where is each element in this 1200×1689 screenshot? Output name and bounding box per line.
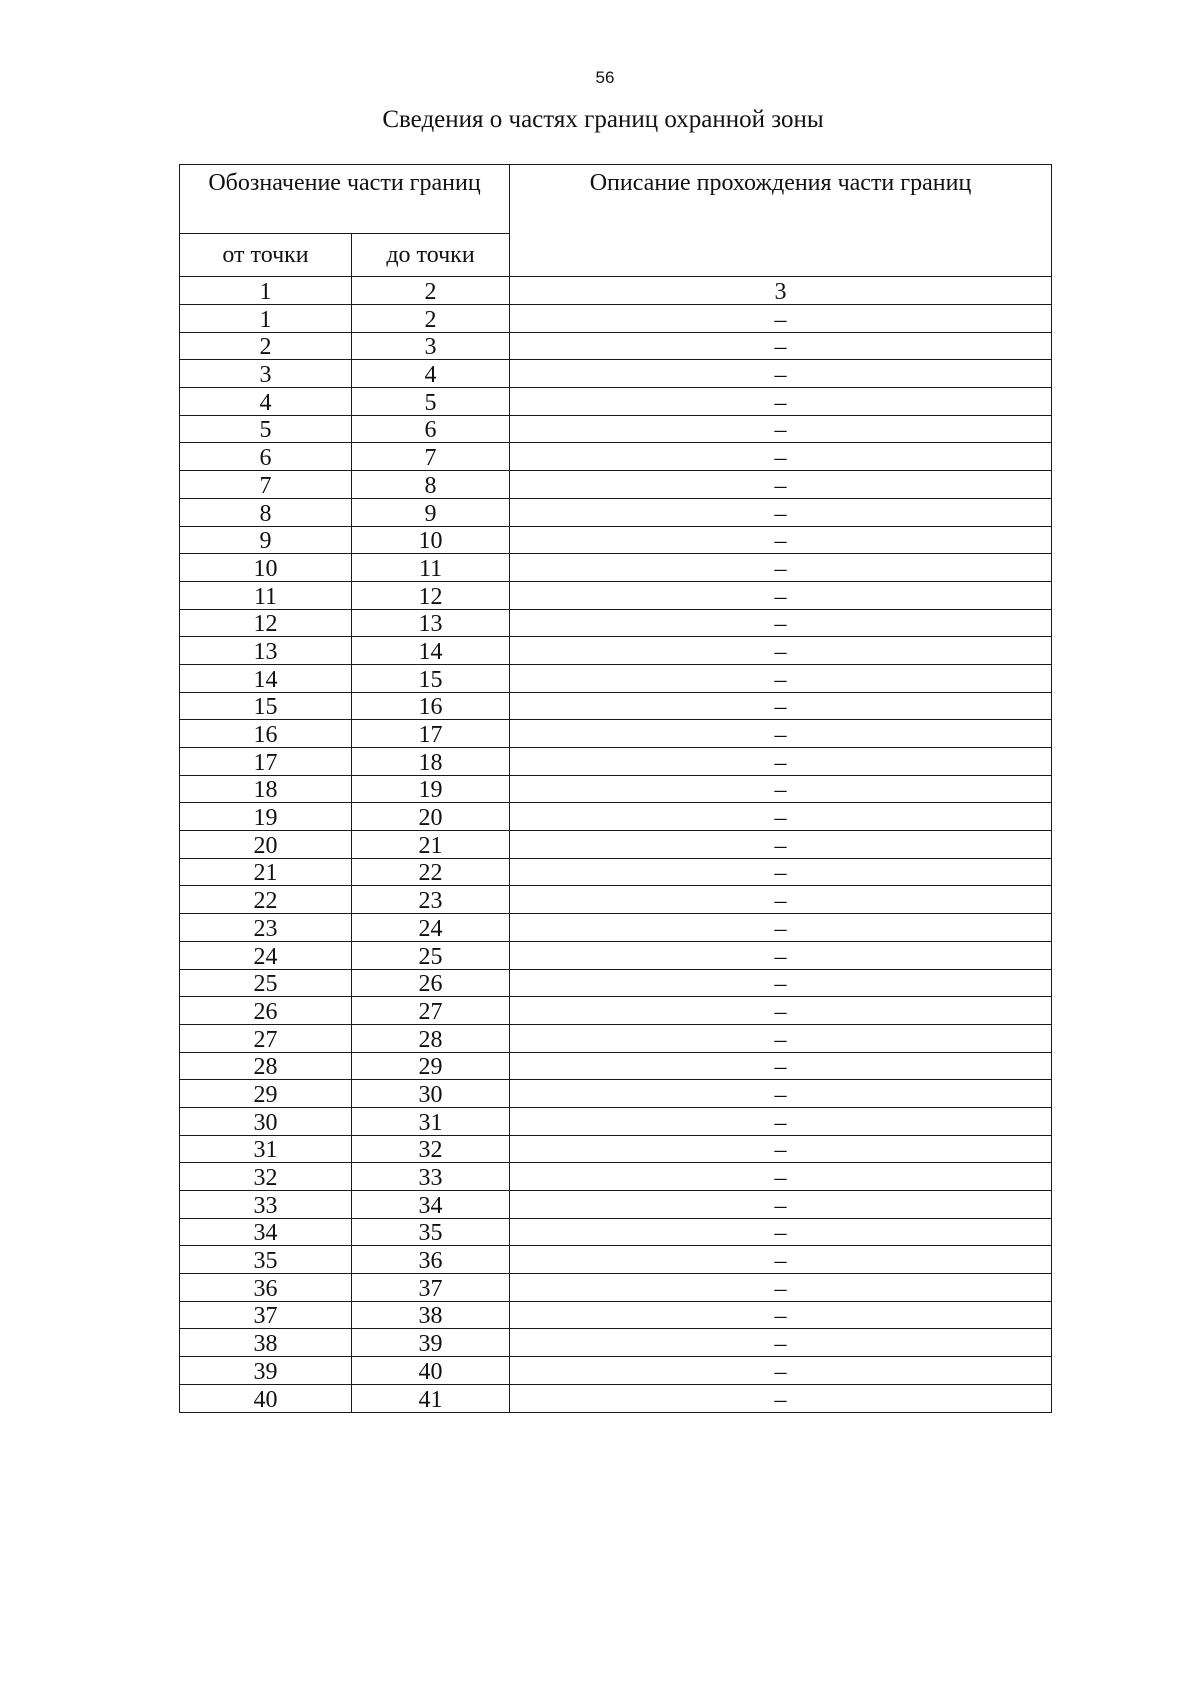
cell-description: – <box>510 941 1052 969</box>
table-row <box>180 748 1052 776</box>
cell-description: – <box>510 886 1052 914</box>
cell-description: – <box>510 720 1052 748</box>
cell-from-point: 22 <box>180 886 352 914</box>
column-number: 1 <box>180 277 352 305</box>
cell-from-point: 9 <box>180 526 352 554</box>
table-row <box>180 526 1052 554</box>
cell-description: – <box>510 1024 1052 1052</box>
cell-from-point: 3 <box>180 360 352 388</box>
cell-description: – <box>510 1246 1052 1274</box>
cell-from-point: 6 <box>180 443 352 471</box>
cell-to-point: 18 <box>352 748 510 776</box>
cell-from-point: 37 <box>180 1301 352 1329</box>
table-body <box>180 305 1052 1413</box>
cell-from-point: 32 <box>180 1163 352 1191</box>
cell-from-point: 5 <box>180 415 352 443</box>
cell-from-point: 16 <box>180 720 352 748</box>
table-row <box>180 803 1052 831</box>
cell-from-point: 33 <box>180 1191 352 1219</box>
table-row <box>180 1135 1052 1163</box>
cell-from-point: 27 <box>180 1024 352 1052</box>
cell-to-point: 9 <box>352 498 510 526</box>
cell-from-point: 31 <box>180 1135 352 1163</box>
cell-description: – <box>510 471 1052 499</box>
cell-from-point: 26 <box>180 997 352 1025</box>
cell-to-point: 32 <box>352 1135 510 1163</box>
cell-description: – <box>510 1107 1052 1135</box>
table-row <box>180 1024 1052 1052</box>
cell-description: – <box>510 997 1052 1025</box>
cell-to-point: 22 <box>352 858 510 886</box>
cell-description: – <box>510 1135 1052 1163</box>
cell-description: – <box>510 1329 1052 1357</box>
table-row <box>180 831 1052 859</box>
table-row <box>180 388 1052 416</box>
cell-to-point: 27 <box>352 997 510 1025</box>
cell-to-point: 25 <box>352 941 510 969</box>
cell-description: – <box>510 1191 1052 1219</box>
cell-from-point: 1 <box>180 305 352 333</box>
cell-to-point: 29 <box>352 1052 510 1080</box>
table-row <box>180 609 1052 637</box>
column-number-row <box>180 277 1052 305</box>
cell-from-point: 38 <box>180 1329 352 1357</box>
table-row <box>180 692 1052 720</box>
cell-to-point: 41 <box>352 1384 510 1412</box>
table-row <box>180 1107 1052 1135</box>
cell-from-point: 11 <box>180 581 352 609</box>
cell-to-point: 39 <box>352 1329 510 1357</box>
cell-to-point: 36 <box>352 1246 510 1274</box>
table-row <box>180 415 1052 443</box>
table-row <box>180 443 1052 471</box>
cell-to-point: 26 <box>352 969 510 997</box>
cell-from-point: 8 <box>180 498 352 526</box>
header-description: Описание прохождения части границ <box>510 165 1052 277</box>
cell-description: – <box>510 360 1052 388</box>
cell-description: – <box>510 969 1052 997</box>
cell-to-point: 24 <box>352 914 510 942</box>
cell-description: – <box>510 1163 1052 1191</box>
cell-from-point: 20 <box>180 831 352 859</box>
cell-to-point: 16 <box>352 692 510 720</box>
table-row <box>180 305 1052 333</box>
cell-description: – <box>510 388 1052 416</box>
cell-description: – <box>510 498 1052 526</box>
cell-from-point: 28 <box>180 1052 352 1080</box>
table-row <box>180 332 1052 360</box>
cell-from-point: 17 <box>180 748 352 776</box>
cell-description: – <box>510 332 1052 360</box>
table-row <box>180 1218 1052 1246</box>
table-row <box>180 360 1052 388</box>
table-row <box>180 914 1052 942</box>
cell-description: – <box>510 609 1052 637</box>
cell-from-point: 7 <box>180 471 352 499</box>
table-row <box>180 997 1052 1025</box>
cell-from-point: 34 <box>180 1218 352 1246</box>
cell-from-point: 24 <box>180 941 352 969</box>
cell-to-point: 7 <box>352 443 510 471</box>
cell-description: – <box>510 1274 1052 1302</box>
cell-to-point: 4 <box>352 360 510 388</box>
cell-to-point: 37 <box>352 1274 510 1302</box>
cell-description: – <box>510 858 1052 886</box>
cell-from-point: 23 <box>180 914 352 942</box>
cell-description: – <box>510 664 1052 692</box>
cell-to-point: 8 <box>352 471 510 499</box>
table-row <box>180 1384 1052 1412</box>
cell-description: – <box>510 305 1052 333</box>
cell-from-point: 39 <box>180 1357 352 1385</box>
cell-description: – <box>510 554 1052 582</box>
column-number: 2 <box>352 277 510 305</box>
table-row <box>180 664 1052 692</box>
header-from-point: от точки <box>180 234 352 277</box>
cell-from-point: 10 <box>180 554 352 582</box>
cell-to-point: 38 <box>352 1301 510 1329</box>
cell-from-point: 14 <box>180 664 352 692</box>
table-row <box>180 1357 1052 1385</box>
cell-to-point: 15 <box>352 664 510 692</box>
table-row <box>180 1191 1052 1219</box>
cell-from-point: 29 <box>180 1080 352 1108</box>
cell-to-point: 19 <box>352 775 510 803</box>
cell-to-point: 12 <box>352 581 510 609</box>
cell-from-point: 15 <box>180 692 352 720</box>
cell-from-point: 2 <box>180 332 352 360</box>
cell-from-point: 21 <box>180 858 352 886</box>
cell-description: – <box>510 581 1052 609</box>
cell-description: – <box>510 1080 1052 1108</box>
cell-to-point: 21 <box>352 831 510 859</box>
cell-to-point: 30 <box>352 1080 510 1108</box>
cell-to-point: 34 <box>352 1191 510 1219</box>
table-row <box>180 1301 1052 1329</box>
document-title: Сведения о частях границ охранной зоны <box>382 106 824 133</box>
table-row <box>180 637 1052 665</box>
cell-description: – <box>510 692 1052 720</box>
table-header <box>180 165 1052 305</box>
cell-description: – <box>510 415 1052 443</box>
table-row <box>180 498 1052 526</box>
cell-to-point: 40 <box>352 1357 510 1385</box>
cell-to-point: 3 <box>352 332 510 360</box>
cell-to-point: 10 <box>352 526 510 554</box>
table-row <box>180 720 1052 748</box>
cell-description: – <box>510 526 1052 554</box>
cell-description: – <box>510 831 1052 859</box>
cell-to-point: 2 <box>352 305 510 333</box>
cell-to-point: 28 <box>352 1024 510 1052</box>
page-number: 56 <box>595 68 615 87</box>
table-row <box>180 941 1052 969</box>
column-number: 3 <box>510 277 1052 305</box>
cell-from-point: 19 <box>180 803 352 831</box>
cell-to-point: 17 <box>352 720 510 748</box>
cell-from-point: 40 <box>180 1384 352 1412</box>
header-designation: Обозначение части границ <box>180 165 510 234</box>
cell-to-point: 13 <box>352 609 510 637</box>
cell-description: – <box>510 914 1052 942</box>
cell-to-point: 6 <box>352 415 510 443</box>
cell-description: – <box>510 1218 1052 1246</box>
table-row <box>180 969 1052 997</box>
table-row <box>180 1052 1052 1080</box>
cell-to-point: 14 <box>352 637 510 665</box>
cell-from-point: 25 <box>180 969 352 997</box>
cell-description: – <box>510 748 1052 776</box>
cell-description: – <box>510 637 1052 665</box>
cell-to-point: 5 <box>352 388 510 416</box>
table-row <box>180 1080 1052 1108</box>
cell-from-point: 30 <box>180 1107 352 1135</box>
table-row <box>180 858 1052 886</box>
table-row <box>180 775 1052 803</box>
boundary-parts-table <box>179 164 1052 1413</box>
cell-from-point: 18 <box>180 775 352 803</box>
table-row <box>180 886 1052 914</box>
table-row <box>180 1163 1052 1191</box>
cell-description: – <box>510 803 1052 831</box>
cell-description: – <box>510 775 1052 803</box>
cell-description: – <box>510 1052 1052 1080</box>
cell-to-point: 35 <box>352 1218 510 1246</box>
table-row <box>180 1274 1052 1302</box>
cell-from-point: 4 <box>180 388 352 416</box>
cell-to-point: 20 <box>352 803 510 831</box>
cell-from-point: 36 <box>180 1274 352 1302</box>
cell-from-point: 35 <box>180 1246 352 1274</box>
cell-description: – <box>510 1301 1052 1329</box>
table-row <box>180 554 1052 582</box>
cell-to-point: 31 <box>352 1107 510 1135</box>
table-row <box>180 471 1052 499</box>
cell-to-point: 33 <box>352 1163 510 1191</box>
cell-from-point: 13 <box>180 637 352 665</box>
header-row-main <box>180 165 1052 234</box>
cell-from-point: 12 <box>180 609 352 637</box>
header-to-point: до точки <box>352 234 510 277</box>
table-row <box>180 1246 1052 1274</box>
cell-description: – <box>510 1384 1052 1412</box>
cell-to-point: 11 <box>352 554 510 582</box>
table-row <box>180 1329 1052 1357</box>
cell-description: – <box>510 443 1052 471</box>
cell-to-point: 23 <box>352 886 510 914</box>
cell-description: – <box>510 1357 1052 1385</box>
table-row <box>180 581 1052 609</box>
